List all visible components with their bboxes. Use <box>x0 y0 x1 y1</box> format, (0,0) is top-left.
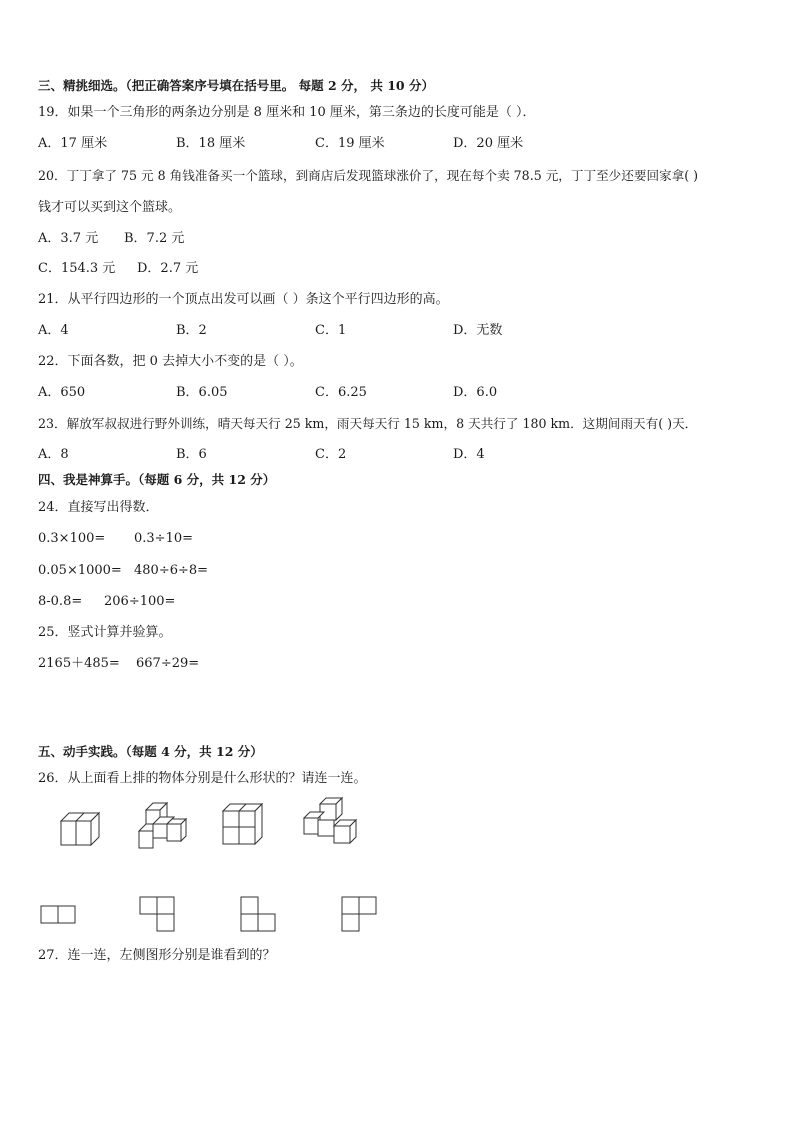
q21-option-b: B．2 <box>176 323 207 338</box>
q21-stem: 21．从平行四边形的一个顶点出发可以画（ ）条这个平行四边形的高。 <box>38 292 449 307</box>
q22-option-b: B．6.05 <box>176 385 228 400</box>
cube-stack-figure-4[interactable] <box>300 796 358 848</box>
q20-option-b: B．7.2 元 <box>124 231 185 246</box>
q22-option-a: A．650 <box>38 385 86 400</box>
q19-option-c: C．19 厘米 <box>315 136 385 151</box>
q21-option-d: D．无数 <box>453 323 503 338</box>
section-4-heading: 四、我是神算手。（每题 6 分，共 12 分） <box>38 472 276 487</box>
q23-option-d: D．4 <box>453 447 485 462</box>
cube-stack-figure-3[interactable] <box>220 800 266 848</box>
top-view-shape-2[interactable] <box>139 896 175 932</box>
q24-item-2: 0.3÷10= <box>134 531 194 546</box>
q19-stem: 19．如果一个三角形的两条边分别是 8 厘米和 10 厘米，第三条边的长度可能是（ ）． <box>38 105 536 120</box>
q23-option-a: A．8 <box>38 447 69 462</box>
q25-item-2: 667÷29= <box>136 656 200 671</box>
q20-stem-line1: 20．丁丁拿了 75 元 8 角钱准备买一个篮球，到商店后发现篮球涨价了，现在每个卖 78.5 元，丁丁至少还要回家拿( ) <box>38 168 699 183</box>
q21-option-c: C．1 <box>315 323 347 338</box>
top-view-shape-4[interactable] <box>341 896 377 932</box>
top-view-shape-3[interactable] <box>240 896 276 932</box>
section-5-heading: 五、动手实践。（每题 4 分，共 12 分） <box>38 744 263 759</box>
section-3-heading: 三、精挑细选。（把正确答案序号填在括号里。 每题 2 分， 共 10 分） <box>38 78 434 93</box>
q19-option-b: B．18 厘米 <box>176 136 246 151</box>
top-view-shape-1[interactable] <box>40 905 76 925</box>
q24-item-3: 0.05×1000= <box>38 563 122 578</box>
q23-option-b: B．6 <box>176 447 207 462</box>
q25-item-1: 2165＋485= <box>38 656 120 671</box>
q24-stem: 24．直接写出得数． <box>38 500 159 515</box>
q20-stem-line2: 钱才可以买到这个篮球。 <box>38 200 182 215</box>
q24-item-1: 0.3×100= <box>38 531 106 546</box>
q22-stem: 22．下面各数，把 0 去掉大小不变的是（ ）。 <box>38 354 303 369</box>
q20-option-d: D．2.7 元 <box>137 261 199 276</box>
q21-option-a: A．4 <box>38 323 69 338</box>
q24-item-5: 8-0.8= <box>38 594 83 609</box>
q20-option-c: C．154.3 元 <box>38 261 116 276</box>
q25-stem: 25．竖式计算并验算。 <box>38 625 172 640</box>
q20-option-a: A．3.7 元 <box>38 231 99 246</box>
q22-option-c: C．6.25 <box>315 385 367 400</box>
q19-option-d: D．20 厘米 <box>453 136 524 151</box>
q27-stem: 27．连一连，左侧图形分别是谁看到的？ <box>38 948 276 963</box>
q26-stem: 26．从上面看上排的物体分别是什么形状的？请连一连。 <box>38 771 367 786</box>
q22-option-d: D．6.0 <box>453 385 498 400</box>
cube-stack-figure-2[interactable] <box>134 800 190 852</box>
q19-option-a: A．17 厘米 <box>38 136 108 151</box>
q24-item-4: 480÷6÷8= <box>134 563 209 578</box>
q23-stem: 23．解放军叔叔进行野外训练，晴天每天行 25 km，雨天每天行 15 km，8 天共行了 180 km．这期间雨天有( )天． <box>38 416 698 431</box>
q23-option-c: C．2 <box>315 447 347 462</box>
q24-item-6: 206÷100= <box>104 594 176 609</box>
cube-stack-figure-1[interactable] <box>56 809 104 849</box>
